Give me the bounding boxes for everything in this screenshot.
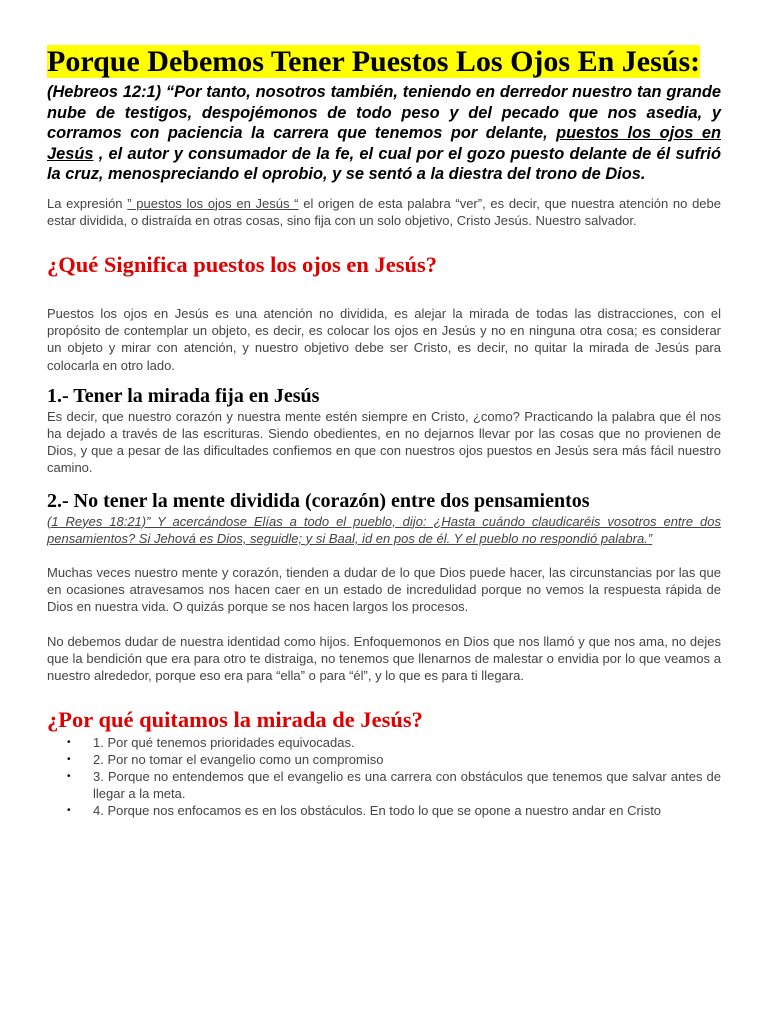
point2-paragraph-1: Muchas veces nuestro mente y corazón, tienden a dudar de lo que Dios puede hacer, las circunstancias por las que en ocasiones atravesamos nos hacen caer en un estado de incredulidad porque no vemos la respuesta rápida de Dios en nuestra vida. O quizás porque se nos hacen largos los procesos. (47, 564, 721, 615)
document-page (47, 44, 721, 819)
intro-text-start: La expresión (47, 195, 128, 211)
verse-underlined-phrase: puestos los ojos en Jesús (47, 124, 721, 163)
bible-reference: (1 Reyes 18:21)” Y acercándose Elías a todo el pueblo, dijo: ¿Hasta cuándo claudicaréis vosotros entre dos pensamientos? Si Jehová es Dios, seguidle; y si Baal, id en pos de él. Y el pueblo no respondió palabra.” (47, 513, 721, 546)
list-item-text: 1. Por qué tenemos prioridades equivocadas. (93, 735, 355, 751)
point1-heading: 1.- Tener la mirada fija en Jesús (47, 384, 320, 407)
verse-text-end: , el autor y consumador de la fe, el cual por el gozo puesto delante de él sufrió la cruz, menospreciando el oprobio, y se sentó a la diestra del trono de Dios. (47, 144, 721, 183)
page-title (47, 44, 721, 80)
list-item-text: 2. Por no tomar el evangelio como un compromiso (93, 752, 384, 768)
list-item-text: 4. Porque nos enfocamos es en los obstáculos. En todo lo que se opone a nuestro andar en Cristo (93, 803, 662, 819)
highlighted-title-text: Porque Debemos Tener Puestos Los Ojos En Jesús: (47, 45, 701, 78)
list-item (67, 751, 721, 768)
section-heading-meaning: ¿Qué Significa puestos los ojos en Jesús? (47, 251, 438, 277)
list-item (67, 802, 721, 819)
intro-text-end: el origen de esta palabra “ver”, es decir, que nuestra atención no debe estar dividida, o distraída en otras cosas, sino fija con un solo objetivo, Cristo Jesús. Nuestro salvador. (47, 195, 721, 228)
list-item (67, 734, 721, 751)
meaning-paragraph: Puestos los ojos en Jesús es una atención no dividida, es alejar la mirada de todas las distracciones, con el propósito de contemplar un objeto, es decir, es colocar los ojos en Jesús y no en ninguna otra cosa; es considerar un objeto y mirar con atención, y nuestro objetivo debe ser Cristo, es decir, no quitar la mirada de Jesús para colocarla en otro lado. (47, 305, 721, 373)
bullet-icon: • (67, 771, 71, 783)
intro-paragraph (47, 195, 721, 229)
scripture-verse (47, 82, 721, 185)
intro-underlined-phrase: ” puestos los ojos en Jesús “ (127, 195, 299, 211)
point1-paragraph: Es decir, que nuestro corazón y nuestra mente estén siempre en Cristo, ¿como? Practicando la palabra que él nos ha dejado a través de las escrituras. Siendo obedientes, en no dejarnos llevar por las cosas que no provienen de Dios, y que a pesar de las dificultades confiemos en que con nuestros ojos puestos en Jesús sera más fácil nuestro camino. (47, 408, 721, 476)
point2-heading: 2.- No tener la mente dividida (corazón) entre dos pensamientos (47, 489, 590, 512)
list-item (67, 768, 721, 802)
point2-paragraph-2: No debemos dudar de nuestra identidad como hijos. Enfoquemonos en Dios que nos llamó y que nos ama, no dejes que la bendición que era para otro te distraiga, no tenemos que llenarnos de malestar o envidia por lo que veamos a nuestro alrededor, porque eso era para “ella” o para “él”, y lo que es para ti llegara. (47, 633, 721, 683)
reasons-list (47, 734, 721, 819)
list-item-text: 3. Porque no entendemos que el evangelio es una carrera con obstáculos que tenemos que salvar antes de llegar a la meta. (93, 769, 721, 802)
section-heading-why: ¿Por qué quitamos la mirada de Jesús? (47, 707, 423, 733)
verse-text-start: (Hebreos 12:1) “Por tanto, nosotros también, teniendo en derredor nuestro tan grande nube de testigos, despojémonos de todo peso y del pecado que nos asedia, y corramos con paciencia la carrera que tenemos por delante, (47, 83, 721, 142)
bullet-icon: • (67, 737, 71, 749)
bullet-icon: • (67, 805, 71, 817)
bullet-icon: • (67, 754, 71, 766)
